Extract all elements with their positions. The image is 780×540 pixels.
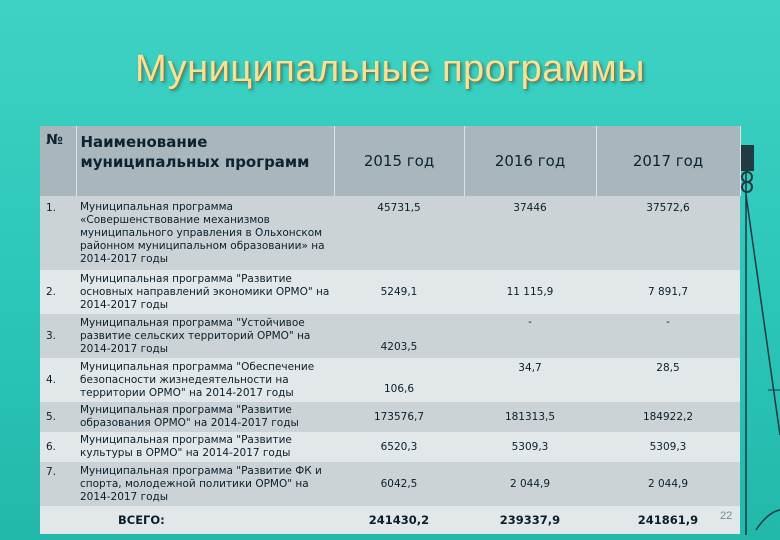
row-value-2017: 5309,3 — [596, 432, 740, 462]
table-row — [40, 314, 740, 358]
row-value-2015: 5249,1 — [334, 270, 464, 314]
row-num: 2. — [40, 270, 76, 314]
row-value-2017: 184922,2 — [596, 402, 740, 432]
table-row — [40, 432, 740, 462]
header-num: № — [40, 126, 76, 196]
row-program-name: Муниципальная программа "Обеспечение безопасности жизнедеятельности на территории ОРМО" на 2014-2017 годы — [76, 358, 334, 402]
row-value-2015: 173576,7 — [334, 402, 464, 432]
table-row — [40, 196, 740, 270]
total-2017: 241861,9 — [596, 506, 740, 534]
page-number: 22 — [720, 510, 733, 522]
total-label: ВСЕГО: — [76, 506, 334, 534]
header-name: Наименование муниципальных программ — [76, 126, 334, 196]
rope-hook-decoration — [738, 135, 780, 540]
header-2016: 2016 год — [464, 126, 596, 196]
row-value-2017: 28,5 — [596, 358, 740, 402]
row-program-name: Муниципальная программа "Развитие основных направлений экономики ОРМО" на 2014-2017 годы — [76, 270, 334, 314]
table-row — [40, 462, 740, 506]
total-row — [40, 506, 740, 534]
row-value-2017: - — [596, 314, 740, 358]
row-value-2017: 37572,6 — [596, 196, 740, 270]
row-value-2015: 6520,3 — [334, 432, 464, 462]
row-value-2016: 37446 — [464, 196, 596, 270]
header-2015: 2015 год — [334, 126, 464, 196]
row-num: 4. — [40, 358, 76, 402]
table-row — [40, 402, 740, 432]
row-num: 1. — [40, 196, 76, 270]
row-value-2017: 7 891,7 — [596, 270, 740, 314]
programs-table — [40, 126, 741, 534]
row-num: 6. — [40, 432, 76, 462]
row-value-2015: 6042,5 — [334, 462, 464, 506]
table-header-row — [40, 126, 740, 196]
row-value-2016: 11 115,9 — [464, 270, 596, 314]
row-value-2015: 106,6 — [334, 358, 464, 402]
row-value-2016: 5309,3 — [464, 432, 596, 462]
row-value-2015: 4203,5 — [334, 314, 464, 358]
total-2016: 239337,9 — [464, 506, 596, 534]
slide-title: Муниципальные программы — [135, 48, 645, 90]
row-value-2016: - — [464, 314, 596, 358]
table-row — [40, 358, 740, 402]
row-value-2016: 181313,5 — [464, 402, 596, 432]
row-program-name: Муниципальная программа "Развитие культуры в ОРМО" на 2014-2017 годы — [76, 432, 334, 462]
row-value-2016: 34,7 — [464, 358, 596, 402]
row-num: 5. — [40, 402, 76, 432]
row-value-2016: 2 044,9 — [464, 462, 596, 506]
row-program-name: Муниципальная программа "Устойчивое развитие сельских территорий ОРМО" на 2014-2017 годы — [76, 314, 334, 358]
total-2015: 241430,2 — [334, 506, 464, 534]
row-value-2017: 2 044,9 — [596, 462, 740, 506]
header-2017: 2017 год — [596, 126, 740, 196]
row-num: 7. — [40, 462, 76, 506]
row-value-2015: 45731,5 — [334, 196, 464, 270]
table-row — [40, 270, 740, 314]
row-program-name: Муниципальная программа "Развитие образования ОРМО" на 2014-2017 годы — [76, 402, 334, 432]
row-program-name: Муниципальная программа «Совершенствование механизмов муниципального управления в Ольхонском районном муниципальном образовании» на 2014-2017 годы — [76, 196, 334, 270]
row-num: 3. — [40, 314, 76, 358]
row-program-name: Муниципальная программа "Развитие ФК и спорта, молодежной политики ОРМО" на 2014-2017 годы — [76, 462, 334, 506]
